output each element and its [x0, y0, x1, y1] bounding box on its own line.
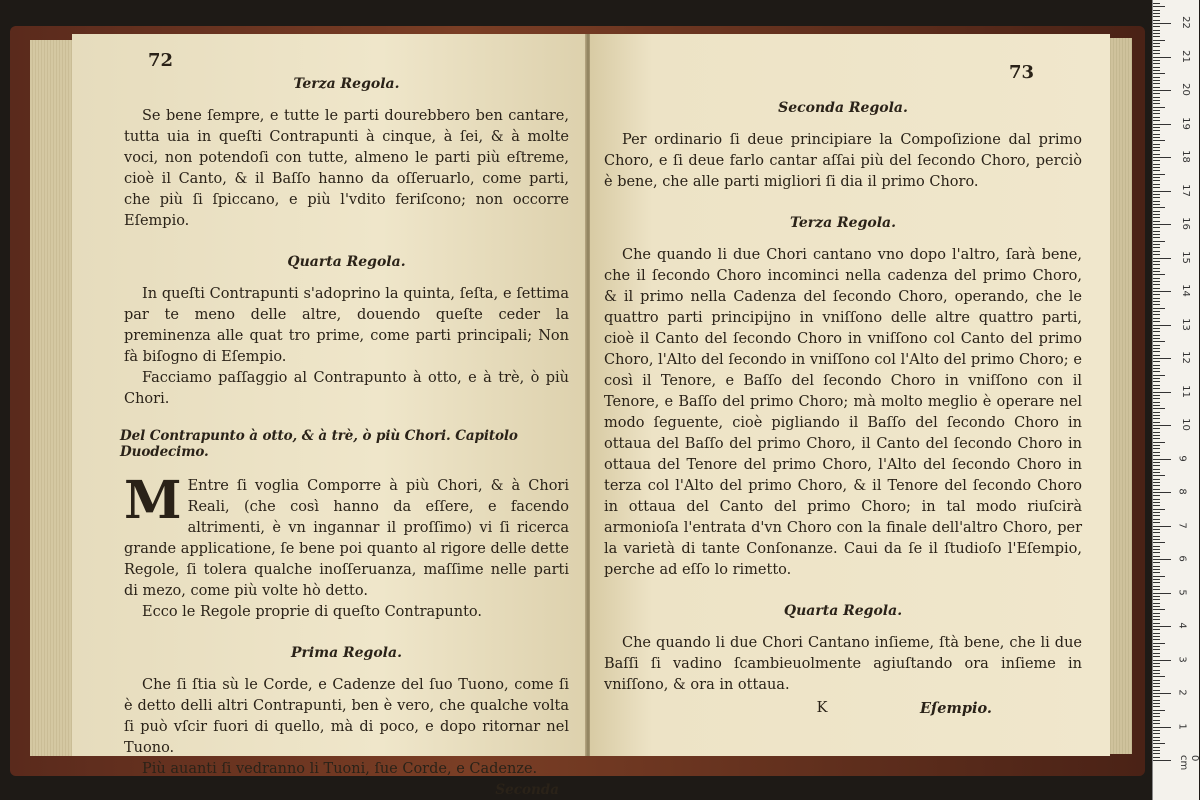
ruler-tick [1153, 639, 1160, 640]
ruler-tick [1153, 63, 1160, 64]
ruler-tick [1153, 318, 1160, 319]
ruler-tick [1153, 660, 1171, 661]
ruler-tick [1153, 700, 1160, 701]
drop-capital: M [124, 470, 182, 531]
ruler-tick [1153, 57, 1171, 58]
ruler-tick [1153, 348, 1160, 349]
ruler-tick [1153, 127, 1160, 128]
ruler-tick [1153, 13, 1160, 14]
ruler-tick [1153, 268, 1160, 269]
ruler-tick [1153, 696, 1160, 697]
ruler-label: 7 [1176, 521, 1188, 529]
ruler-tick [1153, 281, 1160, 282]
ruler-tick [1153, 569, 1160, 570]
ruler-tick [1153, 743, 1165, 744]
paragraph: Che quando li due Chori cantano vno dopo l'altro, ſarà bene, che il ſecondo Choro incominci nella cadenza del primo Choro, & il primo nella Cadenza del ſecondo Choro, operando, che le quattro parti principijno in vniſſono delle altre quattro parti, cioè il Canto del ſecondo Choro in vniſſono col Canto del primo Choro, l'Alto del ſecondo in vniſſono col l'Alto del primo Choro; e così il Tenore, e Baſſo del ſecondo Choro in vniſſono con il Tenore, e Baſſo del primo Choro; mà molto meglio è operare nel modo ſeguente, cioè pigliando il Baſſo del ſecondo Choro in ottaua del Baſſo del primo Choro, il Canto del ſecondo Choro in ottaua del Tenore del primo Choro, l'Alto del ſecondo Choro in terza col l'Alto del primo Choro, & il Tenore del ſecondo Choro in ottaua del Canto del primo Choro; in tal modo riuſcirà armonioſa l'entrata d'vn Choro con la finale dell'altro Choro, per la varietà di tante Conſonanze. Caui da ſe il ſtudioſo l'Eſempio, perche ad eſſo lo rimetto. [604, 247, 1082, 578]
ruler-tick [1153, 214, 1160, 215]
ruler-tick [1153, 341, 1165, 342]
ruler-tick [1153, 542, 1165, 543]
ruler-tick [1153, 492, 1171, 493]
ruler-tick [1153, 100, 1160, 101]
ruler-tick [1153, 204, 1160, 205]
ruler-tick [1153, 572, 1160, 573]
ruler-label: 3 [1176, 655, 1188, 663]
paragraph: Se bene ſempre, e tutte le parti dourebbero ben cantare, tutta uia in queſti Contrapunti à cinque, à ſei, & à molte voci, non potendoſi con tutte, almeno le parti più eſtreme, cioè il Canto, & il Baſſo hanno da oſſeruarlo, come parti, che più ſi ſpiccano, e più l'vdito feriſcono; non occorre Eſempio. [124, 108, 569, 229]
page-edges-left [30, 40, 74, 756]
ruler-tick [1153, 586, 1160, 587]
ruler-label: 11 [1179, 384, 1191, 398]
page-number: 72 [148, 50, 174, 71]
ruler-tick [1153, 184, 1160, 185]
ruler-label: 8 [1176, 488, 1188, 495]
ruler-tick [1153, 526, 1171, 527]
ruler-tick [1153, 616, 1160, 617]
ruler-tick [1153, 670, 1160, 671]
ruler-tick [1153, 224, 1171, 225]
ruler-tick [1153, 311, 1160, 312]
ruler-tick [1153, 753, 1160, 754]
ruler-tick [1153, 469, 1160, 470]
ruler-label: 17 [1179, 183, 1191, 197]
section-heading: Terza Regola. [293, 76, 400, 92]
ruler-tick [1153, 425, 1171, 426]
ruler-tick [1153, 582, 1160, 583]
ruler-tick [1153, 663, 1160, 664]
ruler-tick [1153, 90, 1171, 91]
ruler-tick [1153, 40, 1165, 41]
section-heading: Prima Regola. [291, 645, 402, 661]
ruler-tick [1153, 358, 1171, 359]
ruler-tick [1153, 217, 1160, 218]
ruler-tick [1153, 314, 1160, 315]
ruler-tick [1153, 36, 1160, 37]
ruler-tick [1153, 381, 1160, 382]
paragraph: Per ordinario ſi deue principiare la Compoſizione dal primo Choro, e ſi deue farlo cantar aſſai più del ſecondo Choro, perciò è bene, che alle parti migliori ſi dia il primo Choro. [604, 132, 1082, 190]
ruler-tick [1153, 325, 1171, 326]
ruler-label: 19 [1179, 116, 1191, 130]
ruler-tick [1153, 328, 1160, 329]
ruler-label: 15 [1179, 250, 1191, 264]
ruler-tick [1153, 298, 1160, 299]
ruler-tick [1153, 643, 1165, 644]
page-number: 73 [1008, 62, 1034, 83]
ruler-tick [1153, 713, 1160, 714]
ruler-tick [1153, 103, 1160, 104]
paragraph: Più auanti ſi vedranno li Tuoni, ſue Corde, e Cadenze. [142, 761, 538, 777]
ruler-tick [1153, 653, 1160, 654]
ruler-tick [1153, 405, 1160, 406]
section-heading: Seconda Regola. [778, 100, 908, 116]
ruler-tick [1153, 201, 1160, 202]
ruler-tick [1153, 174, 1165, 175]
ruler-tick [1153, 338, 1160, 339]
ruler-tick [1153, 351, 1160, 352]
ruler-tick [1153, 241, 1165, 242]
ruler-tick [1153, 676, 1165, 677]
ruler-tick [1153, 294, 1160, 295]
ruler-tick [1153, 355, 1160, 356]
chapter-title: Del Contrapunto à otto, & à trè, ò più Chori. Capitolo Duodecimo. [120, 428, 518, 460]
ruler-tick [1153, 408, 1165, 409]
ruler-tick [1153, 673, 1160, 674]
ruler-tick [1153, 264, 1160, 265]
catchword: Eſempio. [920, 700, 992, 717]
ruler-label: 16 [1179, 217, 1191, 230]
ruler-tick [1153, 445, 1160, 446]
ruler-tick [1153, 649, 1160, 650]
ruler-tick [1153, 455, 1160, 456]
ruler-tick [1153, 448, 1160, 449]
ruler-tick [1153, 479, 1160, 480]
ruler-tick [1153, 680, 1160, 681]
ruler-tick [1153, 388, 1160, 389]
ruler-tick [1153, 589, 1160, 590]
ruler-tick [1153, 261, 1160, 262]
ruler-tick [1153, 636, 1160, 637]
ruler-tick [1153, 495, 1160, 496]
paragraph [124, 470, 569, 602]
ruler-tick [1153, 760, 1171, 761]
ruler-tick [1153, 465, 1160, 466]
ruler-tick [1153, 50, 1160, 51]
ruler-tick [1153, 231, 1160, 232]
ruler-tick [1153, 723, 1160, 724]
paragraph-text: Entre ſi voglia Comporre à più Chori, & à Chori Reali, (che così hanno da eſſere, e facendo altrimenti, è vn ingannar il proſſimo) vi ſi ricerca grande applicatione, ſe bene poi quanto al rigore delle dette Regole, ſi tolera qualche inoſſeruanza, maſſime nelle parti di mezo, come più volte hò detto. [124, 478, 569, 599]
ruler-tick [1153, 552, 1160, 553]
ruler-tick [1153, 194, 1160, 195]
ruler-tick [1153, 566, 1160, 567]
ruler-tick [1153, 77, 1160, 78]
ruler-tick [1153, 221, 1160, 222]
ruler-tick [1153, 107, 1165, 108]
ruler-label: 20 [1179, 83, 1191, 96]
ruler-label: 4 [1176, 622, 1188, 629]
ruler-tick [1153, 26, 1160, 27]
ruler-label: 5 [1176, 588, 1188, 596]
ruler-tick [1153, 180, 1160, 181]
ruler-tick [1153, 593, 1171, 594]
ruler-tick [1153, 546, 1160, 547]
ruler-tick [1153, 549, 1160, 550]
ruler-tick [1153, 247, 1160, 248]
ruler-tick [1153, 251, 1160, 252]
ruler-tick [1153, 438, 1160, 439]
ruler-tick [1153, 502, 1160, 503]
left-page [72, 34, 587, 798]
ruler-tick [1153, 710, 1165, 711]
ruler-tick [1153, 452, 1160, 453]
ruler-tick [1153, 197, 1160, 198]
ruler-tick [1153, 428, 1160, 429]
ruler-tick [1153, 110, 1160, 111]
ruler-label: 6 [1176, 555, 1188, 562]
ruler-tick [1153, 442, 1165, 443]
ruler-tick [1153, 435, 1160, 436]
ruler-tick [1153, 258, 1171, 259]
catchword: Seconda [495, 782, 559, 798]
ruler-tick [1153, 284, 1160, 285]
ruler-tick [1153, 522, 1160, 523]
ruler-tick [1153, 130, 1160, 131]
ruler-tick [1153, 392, 1171, 393]
ruler-tick [1153, 733, 1160, 734]
ruler-label: 0 cm [1178, 755, 1200, 771]
ruler-tick [1153, 137, 1160, 138]
ruler-tick [1153, 60, 1160, 61]
ruler-tick [1153, 3, 1160, 4]
ruler-label: 12 [1179, 351, 1191, 364]
ruler-tick [1153, 693, 1171, 694]
ruler-tick [1153, 117, 1160, 118]
ruler-tick [1153, 97, 1160, 98]
ruler-tick [1153, 271, 1160, 272]
ruler-tick [1153, 67, 1160, 68]
ruler-tick [1153, 147, 1160, 148]
ruler-tick [1153, 385, 1160, 386]
ruler-tick [1153, 579, 1160, 580]
ruler-tick [1153, 134, 1160, 135]
ruler-tick [1153, 472, 1160, 473]
ruler-tick [1153, 160, 1160, 161]
ruler-label: 21 [1179, 49, 1191, 63]
ruler-tick [1153, 23, 1171, 24]
ruler-tick [1153, 703, 1160, 704]
ruler-tick [1153, 686, 1160, 687]
ruler-tick [1153, 489, 1160, 490]
ruler-tick [1153, 613, 1160, 614]
ruler-tick [1153, 124, 1171, 125]
section-heading: Terza Regola. [790, 215, 896, 231]
ruler-tick [1153, 519, 1160, 520]
ruler-label: 22 [1179, 16, 1191, 29]
ruler-tick [1153, 378, 1160, 379]
ruler-tick [1153, 656, 1160, 657]
ruler-tick [1153, 80, 1160, 81]
ruler-tick [1153, 20, 1160, 21]
ruler-tick [1153, 308, 1165, 309]
right-page [590, 34, 1110, 756]
ruler-tick [1153, 603, 1160, 604]
ruler-tick [1153, 690, 1160, 691]
ruler-tick [1153, 237, 1160, 238]
ruler-tick [1153, 646, 1160, 647]
ruler-tick [1153, 254, 1160, 255]
ruler-tick [1153, 706, 1160, 707]
ruler-tick [1153, 6, 1165, 7]
ruler-tick [1153, 375, 1165, 376]
ruler-tick [1153, 462, 1160, 463]
ruler-tick [1153, 412, 1160, 413]
ruler-tick [1153, 737, 1160, 738]
ruler-tick [1153, 666, 1160, 667]
ruler-label: 2 [1176, 689, 1188, 696]
ruler-tick [1153, 371, 1160, 372]
ruler-tick [1153, 559, 1171, 560]
page-footer [604, 700, 1082, 717]
ruler-tick [1153, 619, 1160, 620]
ruler-tick [1153, 482, 1160, 483]
ruler-tick [1153, 150, 1160, 151]
ruler-tick [1153, 157, 1171, 158]
ruler-tick [1153, 716, 1160, 717]
ruler-tick [1153, 167, 1160, 168]
ruler-tick [1153, 361, 1160, 362]
ruler-tick [1153, 10, 1160, 11]
ruler-tick [1153, 187, 1160, 188]
ruler-tick [1153, 532, 1160, 533]
ruler-tick [1153, 291, 1171, 292]
ruler-tick [1153, 30, 1160, 31]
ruler-tick [1153, 515, 1160, 516]
ruler-tick [1153, 556, 1160, 557]
ruler-tick [1153, 304, 1160, 305]
ruler-tick [1153, 629, 1160, 630]
ruler-tick [1153, 345, 1160, 346]
ruler-tick [1153, 398, 1160, 399]
ruler-tick [1153, 626, 1171, 627]
ruler-tick [1153, 459, 1171, 460]
ruler-tick [1153, 234, 1160, 235]
ruler-tick [1153, 485, 1160, 486]
ruler-tick [1153, 509, 1165, 510]
paragraph: Che ſi ſtia sù le Corde, e Cadenze del ſuo Tuono, come ſi è detto delli altri Contrapunti, ben è vero, che qualche volta ſi può vſcir fuori di quello, mà di poco, e dopo ritornar nel Tuono. [124, 677, 569, 756]
ruler-tick [1153, 576, 1165, 577]
paragraph: In queſti Contrapunti s'adoprino la quinta, ſeſta, e ſettima par te meno delle altre, douendo queſte ceder la preminenza alle quat tro prime, come parti principali; Non fà biſogno di Eſempio. [124, 286, 569, 365]
ruler-tick [1153, 596, 1160, 597]
ruler-tick [1153, 757, 1160, 758]
ruler-tick [1153, 170, 1160, 171]
ruler-tick [1153, 43, 1160, 44]
ruler-label: 1 [1176, 722, 1188, 730]
ruler-tick [1153, 93, 1160, 94]
ruler-tick [1153, 740, 1160, 741]
ruler-tick [1153, 606, 1160, 607]
ruler-tick [1153, 529, 1160, 530]
ruler-tick [1153, 87, 1160, 88]
ruler-tick [1153, 331, 1160, 332]
ruler-tick [1153, 422, 1160, 423]
ruler-tick [1153, 46, 1160, 47]
ruler-tick [1153, 562, 1160, 563]
ruler-label: 14 [1179, 284, 1191, 297]
signature-mark: K [816, 700, 828, 716]
ruler-tick [1153, 499, 1160, 500]
ruler-tick [1153, 278, 1160, 279]
ruler-tick [1153, 164, 1160, 165]
ruler-tick [1153, 395, 1160, 396]
ruler-tick [1153, 33, 1160, 34]
ruler-tick [1153, 623, 1160, 624]
ruler-tick [1153, 432, 1160, 433]
ruler-tick [1153, 83, 1160, 84]
ruler-tick [1153, 368, 1160, 369]
ruler-label: 10 [1179, 418, 1191, 431]
ruler-tick [1153, 505, 1160, 506]
ruler-tick [1153, 720, 1160, 721]
paragraph: Che quando li due Chori Cantano inſieme, ſtà bene, che li due Baſſi ſi vadino ſcambieuolmente agiuſtando ora inſieme in vniſſono, & ora in ottaua. [604, 635, 1082, 693]
ruler-label: 18 [1179, 150, 1191, 163]
ruler-tick [1153, 747, 1160, 748]
ruler-tick [1153, 70, 1160, 71]
paragraph: Ecco le Regole proprie di queſto Contrapunto. [142, 604, 483, 620]
measurement-ruler [1152, 0, 1199, 800]
ruler-tick [1153, 539, 1160, 540]
ruler-tick [1153, 207, 1165, 208]
ruler-tick [1153, 244, 1160, 245]
ruler-label: 9 [1176, 454, 1188, 462]
ruler-tick [1153, 274, 1165, 275]
ruler-tick [1153, 120, 1160, 121]
ruler-tick [1153, 140, 1165, 141]
ruler-tick [1153, 321, 1160, 322]
ruler-label: 13 [1179, 317, 1191, 331]
ruler-tick [1153, 301, 1160, 302]
ruler-tick [1153, 727, 1171, 728]
ruler-tick [1153, 750, 1160, 751]
ruler-tick [1153, 536, 1160, 537]
ruler-tick [1153, 415, 1160, 416]
ruler-tick [1153, 335, 1160, 336]
ruler-tick [1153, 177, 1160, 178]
section-heading: Quarta Regola. [783, 603, 903, 619]
ruler-tick [1153, 113, 1160, 114]
ruler-tick [1153, 475, 1165, 476]
ruler-tick [1153, 599, 1160, 600]
ruler-tick [1153, 73, 1165, 74]
ruler-tick [1153, 16, 1160, 17]
ruler-tick [1153, 288, 1160, 289]
section-heading: Quarta Regola. [287, 254, 406, 270]
paragraph: Facciamo paſſaggio al Contrapunto à otto, e à trè, ò più Chori. [124, 370, 569, 407]
ruler-tick [1153, 144, 1160, 145]
ruler-tick [1153, 402, 1160, 403]
ruler-tick [1153, 365, 1160, 366]
ruler-tick [1153, 154, 1160, 155]
ruler-tick [1153, 730, 1160, 731]
ruler-tick [1153, 53, 1160, 54]
ruler-tick [1153, 227, 1160, 228]
ruler-tick [1153, 683, 1160, 684]
ruler-tick [1153, 512, 1160, 513]
ruler-tick [1153, 211, 1160, 212]
ruler-tick [1153, 418, 1160, 419]
ruler-tick [1153, 609, 1165, 610]
page-edges-right [1108, 38, 1132, 754]
ruler-tick [1153, 633, 1160, 634]
ruler-tick [1153, 191, 1171, 192]
